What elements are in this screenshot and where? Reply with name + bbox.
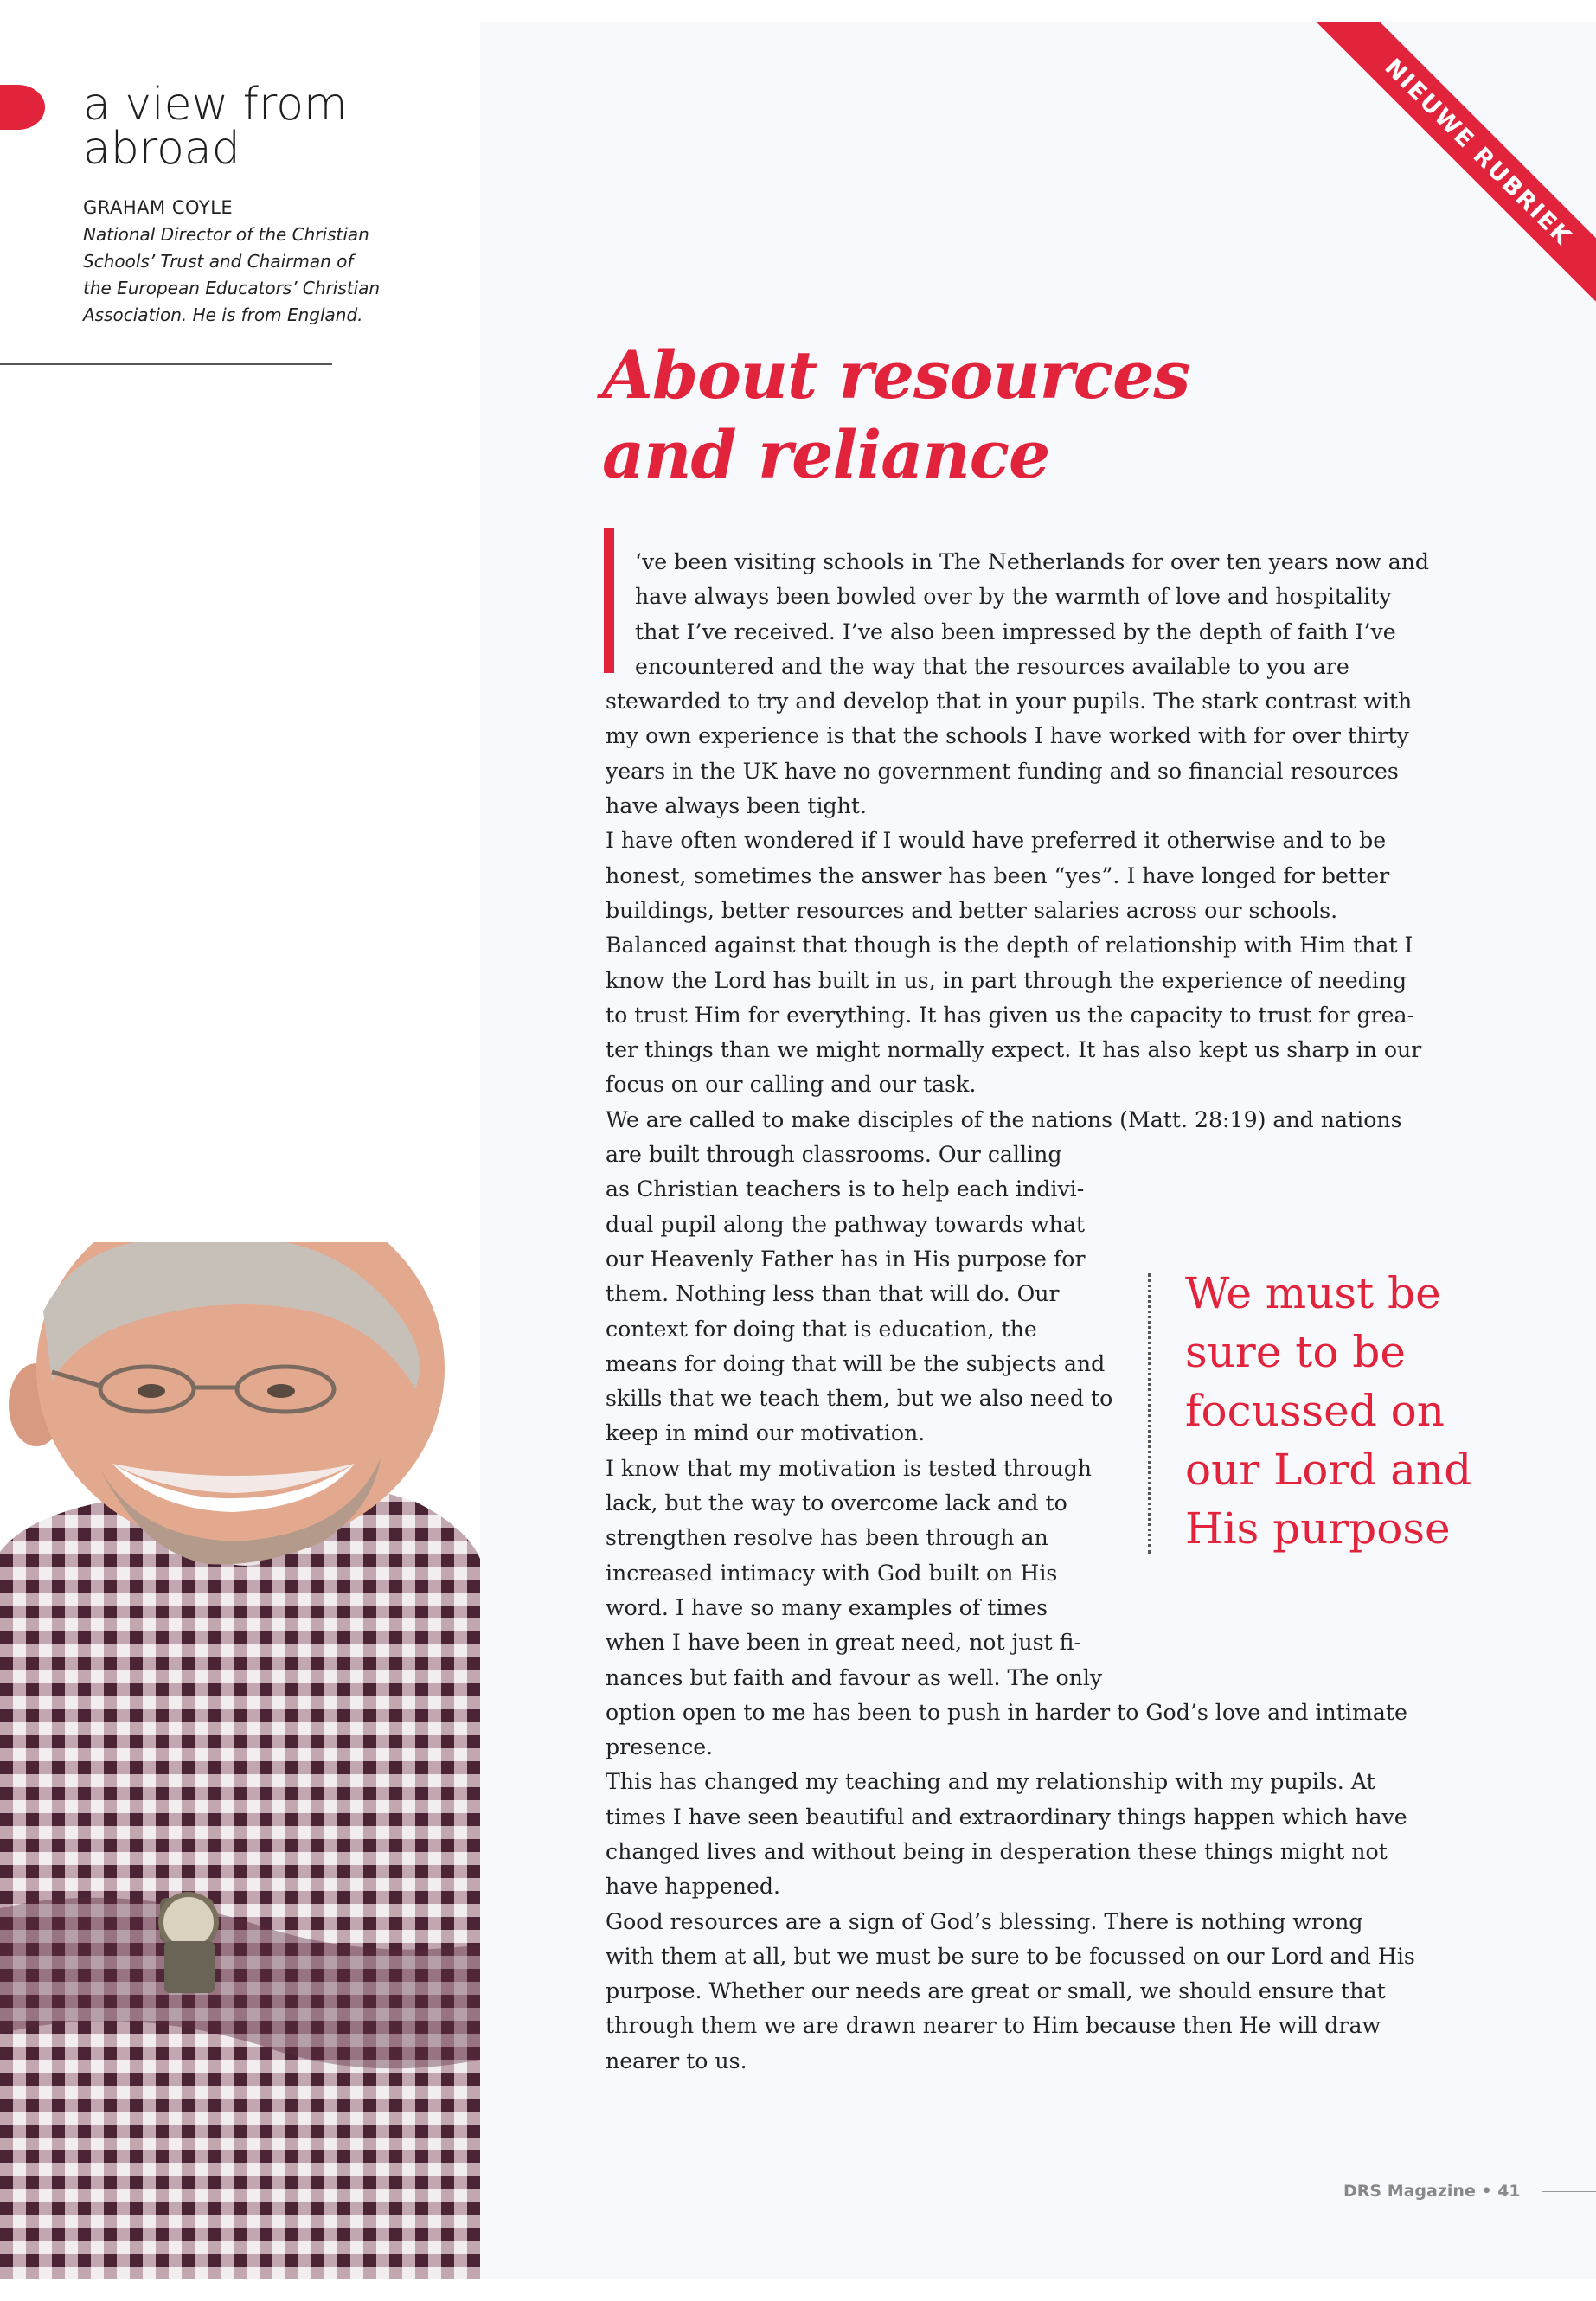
page-folio: DRS Magazine • 41 [1343,2182,1521,2201]
body-line: through them we are drawn nearer to Him because then He will draw [606,2013,1381,2039]
pullquote-line: focussed on [1185,1386,1445,1436]
body-line: as Christian teachers is to help each indivi- [606,1176,1085,1202]
body-line: times I have seen beautiful and extraordinary things happen which have [606,1804,1407,1830]
body-line: nearer to us. [606,2048,747,2073]
body-line: when I have been in great need, not just fi- [606,1630,1081,1656]
body-line: nances but faith and favour as well. The only [606,1664,1103,1690]
body-line: have always been bowled over by the warmth of love and hospitality [635,584,1392,610]
sidebar-divider [0,363,332,365]
body-line: We are called to make disciples of the nations (Matt. 28:19) and nations [606,1106,1402,1132]
body-line: Good resources are a sign of God’s blessing. There is nothing wrong [606,1908,1363,1934]
body-line: them. Nothing less than that will do. Our [606,1281,1060,1307]
body-line: that I’ve received. I’ve also been impressed by the depth of faith I’ve [635,619,1396,644]
author-bio-line: Schools’ Trust and Chairman of [83,251,354,272]
ribbon-label: NIEUWE RUBRIEK [1379,53,1578,252]
body-line: know the Lord has built in us, in part through the experience of needing [606,967,1407,993]
body-line: keep in mind our motivation. [606,1420,926,1446]
section-kicker [83,79,464,175]
author-bio-line: Association. He is from England. [83,304,363,325]
pullquote [1185,1264,1548,1558]
folio-rule [1542,2191,1596,2192]
body-line: dual pupil along the pathway towards what [606,1211,1086,1237]
kicker-line-1: a view from [83,79,348,131]
pullquote-line: sure to be [1185,1327,1406,1377]
title-line-2: and reliance [602,416,1050,493]
author-bio [83,221,394,329]
body-line: I know that my motivation is tested through [606,1455,1093,1481]
body-line: This has changed my teaching and my relationship with my pupils. At [606,1769,1375,1795]
body-line: strengthen resolve has been through an [606,1525,1048,1551]
body-line: ter things than we might normally expect. It has also kept us sharp in our [606,1037,1422,1063]
body-line: presence. [606,1734,714,1760]
body-line: option open to me has been to push in harder to God’s love and intimate [606,1699,1407,1725]
body-line: are built through classrooms. Our calling [606,1142,1062,1168]
sidebar-column [0,22,480,2279]
body-line: to trust Him for everything. It has given us the capacity to trust for grea- [606,1002,1415,1028]
pullquote-line: We must be [1185,1268,1441,1318]
body-line: focus on our calling and our task. [606,1072,977,1098]
article-title [602,336,1381,495]
title-line-1: About resources [602,336,1190,413]
author-bio-line: the European Educators’ Christian [83,278,381,298]
body-line: lack, but the way to overcome lack and to [606,1490,1067,1516]
body-line: skills that we teach them, but we also need to [606,1386,1113,1412]
body-line: buildings, better resources and better salaries across our schools. [606,897,1338,923]
pullquote-line: His purpose [1185,1503,1451,1554]
pullquote-divider [1148,1273,1151,1554]
body-line: purpose. Whether our needs are great or small, we should ensure that [606,1978,1386,2004]
kicker-line-2: abroad [83,123,240,175]
body-line: with them at all, but we must be sure to be focussed on our Lord and His [606,1943,1415,1969]
body-line: my own experience is that the schools I have worked with for over thirty [606,723,1409,749]
body-line: word. I have so many examples of times [606,1594,1048,1620]
body-line: means for doing that will be the subjects and [606,1350,1106,1376]
author-portrait [0,1242,480,2279]
body-line: honest, sometimes the answer has been “yes”. I have longed for better [606,862,1390,888]
body-line: changed lives and without being in desperation these things might not [606,1838,1388,1864]
section-marker [0,85,45,130]
body-line: I have often wondered if I would have preferred it otherwise and to be [606,828,1387,854]
body-line: our Heavenly Father has in His purpose for [606,1246,1086,1272]
body-line: increased intimacy with God built on His [606,1560,1058,1586]
magazine-page [0,22,1596,2279]
body-line: encountered and the way that the resources available to you are [635,653,1349,679]
body-line: ‘ve been visiting schools in The Netherlands for over ten years now and [635,549,1430,574]
author-bio-line: National Director of the Christian [83,224,369,245]
pullquote-line: our Lord and [1185,1445,1472,1495]
body-line: stewarded to try and develop that in your pupils. The stark contrast with [606,689,1413,715]
body-line: have always been tight. [606,793,868,819]
body-line: Balanced against that though is the depth of relationship with Him that I [606,933,1413,958]
body-line: context for doing that is education, the [606,1316,1037,1342]
corner-ribbon [1317,22,1596,314]
author-name: GRAHAM COYLE [83,197,234,218]
body-line: have happened. [606,1874,781,1900]
body-line: years in the UK have no government funding and so financial resources [606,758,1399,784]
